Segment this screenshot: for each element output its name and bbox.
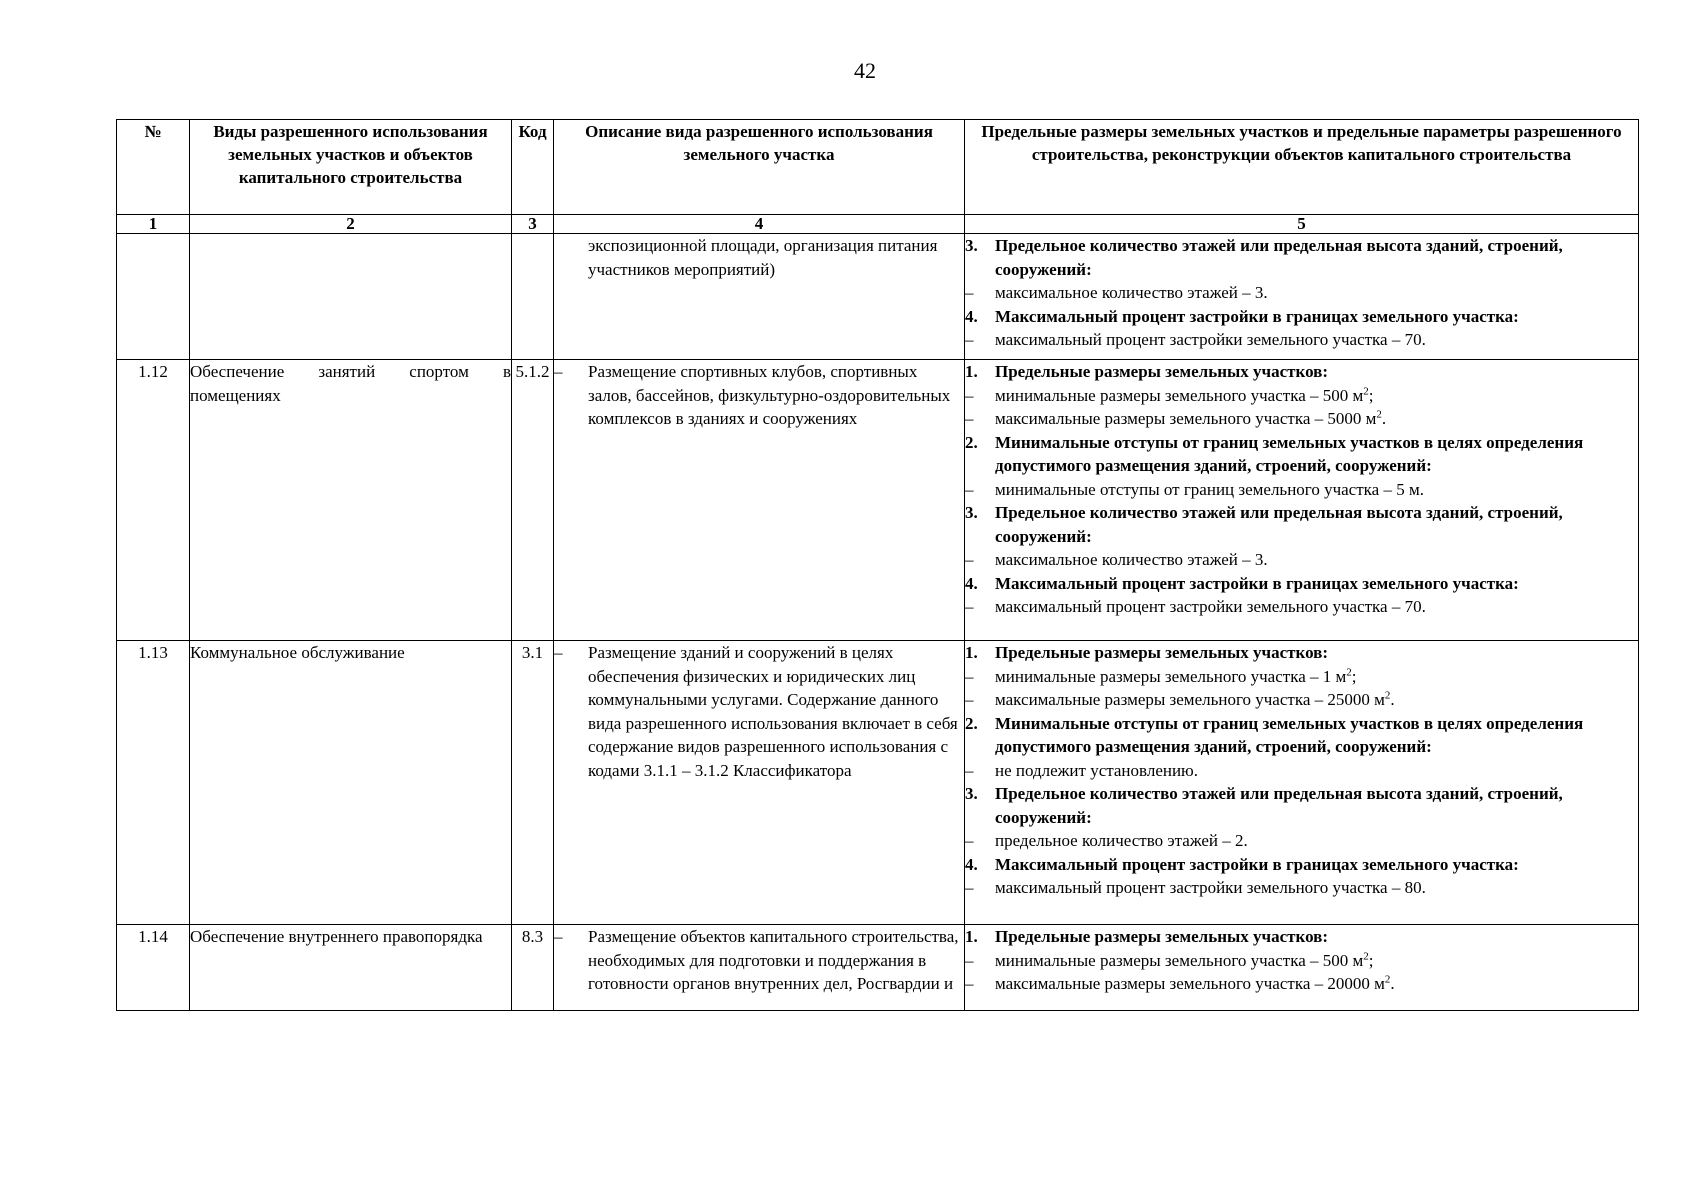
- use-parameters: [965, 641, 1639, 925]
- parameter-text-wrap: [995, 712, 1638, 759]
- superscript: 2: [1363, 384, 1369, 397]
- parameter-text: минимальные размеры земельного участка – 1 м: [995, 666, 1347, 686]
- parameter-value: [965, 407, 1638, 431]
- parameter-text: Минимальные отступы от границ земельных участков в целях определения допустимого размещения зданий, строений, сооружений:: [995, 713, 1584, 756]
- parameter-text-wrap: [995, 281, 1638, 305]
- parameter-text-wrap: [995, 360, 1638, 384]
- use-description: [554, 234, 965, 360]
- header-num: №: [117, 120, 190, 215]
- page-number: 42: [854, 58, 876, 83]
- parameter-value: [965, 328, 1638, 352]
- parameter-text: Предельное количество этажей или предельная высота зданий, строений, сооружений:: [995, 784, 1563, 827]
- parameter-text: Минимальные отступы от границ земельных участков в целях определения допустимого размещения зданий, строений, сооружений:: [995, 432, 1584, 475]
- parameter-text-wrap: [995, 431, 1638, 478]
- dash-bullet: –: [965, 550, 974, 569]
- use-code: [512, 234, 554, 360]
- parameter-text-wrap: [995, 501, 1638, 548]
- header-description: Описание вида разрешенного использования земельного участка: [554, 120, 965, 215]
- parameter-text: максимальные размеры земельного участка – 20000 м: [995, 974, 1385, 993]
- table-row: [117, 360, 1639, 641]
- parameter-text-wrap: [995, 925, 1638, 949]
- parameter-heading: [965, 925, 1638, 949]
- column-number: 2: [190, 215, 512, 234]
- column-number: 4: [554, 215, 965, 234]
- parameter-text-wrap: [995, 759, 1638, 783]
- dash-bullet: –: [554, 927, 563, 946]
- description-line: [554, 360, 964, 431]
- header-kind: Виды разрешенного использования земельных участков и объектов капитального строительства: [190, 120, 512, 215]
- description-text: Размещение объектов капитального строительства, необходимых для подготовки и поддержания в готовности органов внутренних дел, Росгвардии и: [588, 927, 959, 993]
- parameter-value: [965, 665, 1638, 689]
- parameter-text-wrap: [995, 234, 1638, 281]
- parameter-number: 4.: [965, 854, 978, 874]
- parameter-number: 1.: [965, 927, 978, 946]
- row-number: [117, 234, 190, 360]
- parameter-text: минимальные размеры земельного участка – 500 м: [995, 950, 1364, 970]
- superscript: 2: [1346, 665, 1352, 678]
- parameter-number: 3.: [965, 236, 978, 255]
- parameter-text-wrap: [995, 478, 1638, 502]
- dash-bullet: –: [965, 479, 974, 499]
- parameter-text: максимальный процент застройки земельного участка – 70.: [995, 597, 1426, 616]
- punctuation: ;: [1368, 950, 1374, 970]
- punctuation: ;: [1368, 385, 1374, 405]
- row-number: 1.14: [117, 925, 190, 1011]
- column-number: 3: [512, 215, 554, 234]
- parameter-text-wrap: [995, 853, 1638, 877]
- row-number: 1.13: [117, 641, 190, 925]
- punctuation: .: [1381, 409, 1387, 428]
- parameter-text: максимальное количество этажей – 3.: [995, 283, 1268, 302]
- superscript: 2: [1363, 949, 1369, 962]
- parameter-text: предельное количество этажей – 2.: [995, 831, 1248, 850]
- description-text: Размещение спортивных клубов, спортивных залов, бассейнов, физкультурно-оздоровительных комплексов в зданиях и сооружениях: [588, 362, 951, 428]
- description-line: [554, 234, 964, 281]
- row-number: 1.12: [117, 360, 190, 641]
- parameter-text-wrap: [995, 384, 1638, 408]
- header-params: Предельные размеры земельных участков и предельные параметры разрешенного строительства, реконструкции объектов капитального строительства: [965, 120, 1639, 215]
- dash-bullet: –: [965, 409, 974, 428]
- parameter-text: Предельное количество этажей или предельная высота зданий, строений, сооружений:: [995, 503, 1563, 546]
- table-body: [117, 234, 1639, 1011]
- dash-bullet: –: [554, 362, 563, 381]
- parameter-text-wrap: [995, 572, 1638, 596]
- land-use-table: [116, 119, 1639, 1011]
- dash-bullet: –: [965, 974, 974, 993]
- use-code: 3.1: [512, 641, 554, 925]
- parameter-value: [965, 548, 1638, 572]
- parameter-value: [965, 595, 1638, 619]
- parameter-text: минимальные размеры земельного участка – 500 м: [995, 385, 1364, 405]
- parameter-heading: [965, 360, 1638, 384]
- parameter-heading: [965, 501, 1638, 548]
- parameter-text: максимальный процент застройки земельного участка – 70.: [995, 330, 1426, 349]
- parameter-value: [965, 829, 1638, 853]
- parameter-text: максимальное количество этажей – 3.: [995, 550, 1268, 569]
- parameter-text-wrap: [995, 782, 1638, 829]
- use-kind: Обеспечение занятий спортом в помещениях: [190, 360, 512, 641]
- parameter-text-wrap: [995, 407, 1638, 431]
- parameter-heading: [965, 572, 1638, 596]
- use-kind: Коммунальное обслуживание: [190, 641, 512, 925]
- dash-bullet: –: [965, 330, 974, 349]
- parameter-value: [965, 478, 1638, 502]
- parameter-text-wrap: [995, 949, 1638, 973]
- use-code: 8.3: [512, 925, 554, 1011]
- column-number: 5: [965, 215, 1639, 234]
- use-description: [554, 641, 965, 925]
- parameter-text: Максимальный процент застройки в границах земельного участка:: [995, 854, 1519, 874]
- parameter-text: максимальные размеры земельного участка – 5000 м: [995, 409, 1377, 428]
- parameter-text-wrap: [995, 595, 1638, 619]
- column-number: 1: [117, 215, 190, 234]
- parameter-text: максимальные размеры земельного участка – 25000 м: [995, 690, 1385, 709]
- use-kind: Обеспечение внутреннего правопорядка: [190, 925, 512, 1011]
- parameter-heading: [965, 641, 1638, 665]
- dash-bullet: –: [965, 385, 974, 405]
- parameter-text-wrap: [995, 305, 1638, 329]
- parameter-number: 4.: [965, 573, 978, 593]
- parameter-text: Максимальный процент застройки в границах земельного участка:: [995, 573, 1519, 593]
- parameter-text-wrap: [995, 641, 1638, 665]
- parameter-number: 3.: [965, 784, 978, 803]
- punctuation: .: [1390, 690, 1395, 709]
- column-numbers-row: [117, 215, 1639, 234]
- dash-bullet: –: [965, 950, 974, 970]
- superscript: 2: [1384, 973, 1391, 986]
- header-code: Код: [512, 120, 554, 215]
- parameter-number: 1.: [965, 643, 978, 662]
- parameter-number: 3.: [965, 503, 978, 522]
- description-text: экспозиционной площади, организация питания участников мероприятий): [588, 236, 938, 279]
- description-text: Размещение зданий и сооружений в целях обеспечения физических и юридических лиц коммунальными услугами. Содержание данного вида разрешенного использования включает в себя содержание видов разрешенного использования с кодами 3.1.1 – 3.1.2 Классификатора: [588, 643, 958, 780]
- punctuation: .: [1390, 974, 1395, 993]
- dash-bullet: –: [965, 283, 974, 302]
- dash-bullet: –: [965, 760, 974, 780]
- use-parameters: [965, 234, 1639, 360]
- parameter-heading: [965, 234, 1638, 281]
- parameter-text-wrap: [995, 328, 1638, 352]
- punctuation: ;: [1351, 666, 1357, 686]
- parameter-text-wrap: [995, 829, 1638, 853]
- use-description: [554, 925, 965, 1011]
- table-row: [117, 641, 1639, 925]
- dash-bullet: –: [554, 643, 563, 662]
- description-line: [554, 641, 964, 782]
- parameter-text: Предельное количество этажей или предельная высота зданий, строений, сооружений:: [995, 236, 1563, 279]
- parameter-text-wrap: [995, 548, 1638, 572]
- superscript: 2: [1376, 408, 1382, 421]
- parameter-number: 4.: [965, 306, 978, 326]
- parameter-text-wrap: [995, 972, 1638, 996]
- use-parameters: [965, 360, 1639, 641]
- dash-bullet: –: [965, 597, 974, 616]
- parameter-text-wrap: [995, 876, 1638, 900]
- use-description: [554, 360, 965, 641]
- parameter-text: Максимальный процент застройки в границах земельного участка:: [995, 306, 1519, 326]
- parameter-value: [965, 384, 1638, 408]
- description-line: [554, 925, 964, 996]
- parameter-text-wrap: [995, 665, 1638, 689]
- parameter-value: [965, 759, 1638, 783]
- dash-bullet: –: [965, 690, 974, 709]
- parameter-text: Предельные размеры земельных участков:: [995, 362, 1329, 381]
- parameter-text: максимальный процент застройки земельного участка – 80.: [995, 878, 1426, 897]
- parameter-text: Предельные размеры земельных участков:: [995, 927, 1329, 946]
- table-header-row: [117, 120, 1639, 215]
- parameter-text: минимальные отступы от границ земельного участка – 5 м.: [995, 479, 1424, 499]
- parameter-value: [965, 972, 1638, 996]
- parameter-value: [965, 688, 1638, 712]
- use-code: 5.1.2: [512, 360, 554, 641]
- parameter-heading: [965, 853, 1638, 877]
- table-row: [117, 234, 1639, 360]
- dash-bullet: –: [965, 878, 974, 897]
- parameter-number: 2.: [965, 432, 978, 452]
- parameter-number: 2.: [965, 713, 978, 733]
- parameter-number: 1.: [965, 362, 978, 381]
- parameter-text: не подлежит установлению.: [995, 760, 1199, 780]
- parameter-heading: [965, 431, 1638, 478]
- table-row: [117, 925, 1639, 1011]
- parameter-text: Предельные размеры земельных участков:: [995, 643, 1329, 662]
- dash-bullet: –: [965, 831, 974, 850]
- use-kind: [190, 234, 512, 360]
- parameter-heading: [965, 305, 1638, 329]
- parameter-text-wrap: [995, 688, 1638, 712]
- parameter-heading: [965, 712, 1638, 759]
- dash-bullet: –: [965, 666, 974, 686]
- use-parameters: [965, 925, 1639, 1011]
- parameter-value: [965, 876, 1638, 900]
- parameter-heading: [965, 782, 1638, 829]
- parameter-value: [965, 281, 1638, 305]
- parameter-value: [965, 949, 1638, 973]
- superscript: 2: [1384, 689, 1391, 702]
